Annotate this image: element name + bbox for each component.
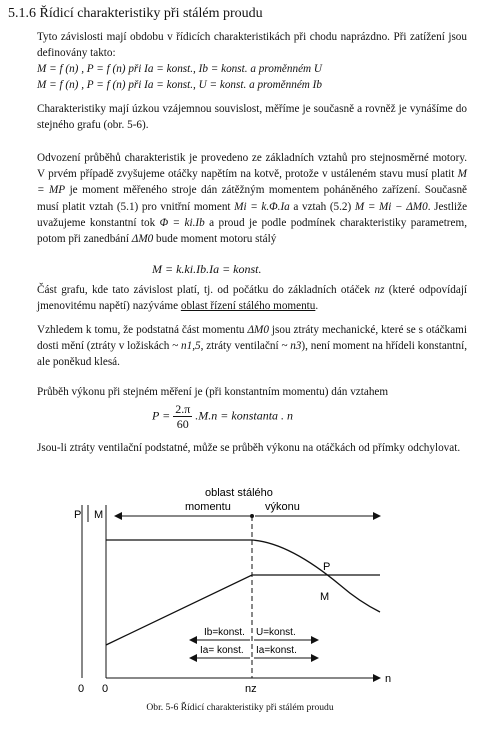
u-konst-label: U=konst. bbox=[256, 627, 296, 638]
paragraph-5-part-d: ), není moment na hřídeli konstantní, ale poněkud klesá. bbox=[37, 340, 468, 369]
origin-zero-right: 0 bbox=[102, 683, 109, 695]
paragraph-5-part-b: jsou ztráty mechanické, které se s otáčkami dosti mění (ztráty v ložiskách bbox=[37, 324, 467, 353]
paragraph-3-part-d: . Jestliže uvažujeme konstantní tok bbox=[37, 200, 468, 229]
paragraph-2: Charakteristiky mají úzkou vzájemnou souvislost, měříme je současně a rovněž je vynášíme do stejného grafu (obr. 5-6). bbox=[37, 103, 467, 132]
paragraph-4-end: . bbox=[315, 300, 319, 313]
equation-constant-moment: M = k.ki.Ib.Ia = konst. bbox=[152, 262, 262, 276]
paragraph-3-part-e: a proud je podle podmínek charakteristiky parametrem, potom při zanedbání bbox=[37, 216, 468, 246]
paragraph-4-part-b: (které odpovídají jmenovitému napětí) nazýváme bbox=[37, 284, 468, 313]
paragraph-6: Průběh výkonu při stejném měření je (při konstantním momentu) dán vztahem bbox=[37, 386, 389, 398]
symbol-delta-m0-2: ΔM0 bbox=[247, 324, 269, 336]
paragraph-5 bbox=[37, 322, 467, 371]
region-right-label: výkonu bbox=[265, 501, 300, 513]
paragraph-1 bbox=[37, 29, 467, 61]
paragraph-3-part-c: a vztah (5.2) bbox=[293, 200, 352, 213]
origin-zero-left: 0 bbox=[78, 683, 85, 695]
moment-curve bbox=[106, 540, 380, 612]
axis-n-label: n bbox=[385, 673, 392, 685]
equation-m-delta: M = Mi − ΔM0 bbox=[354, 200, 428, 213]
region-left-label: momentu bbox=[185, 501, 231, 513]
equation-power bbox=[152, 402, 293, 431]
ib-konst-label: Ib=konst. bbox=[204, 627, 245, 638]
paragraph-3-part-f: bude moment motoru stálý bbox=[156, 233, 277, 246]
equation-power-rhs: .M.n = konstanta . n bbox=[195, 408, 294, 423]
paragraph-4-part-a: Část grafu, kde tato závislost platí, tj. od počátku do základních otáček bbox=[37, 284, 371, 296]
symbol-vent-loss: ~ n3 bbox=[281, 340, 302, 353]
paragraph-3-part-a: Odvození průběhů charakteristik je provedeno ze základních vztahů pro stejnosměrné motory. V prvém případě zvyšujeme otáčky napětím na kotvě, protože v ustáleném stavu musí platit bbox=[37, 152, 467, 181]
paragraph-3 bbox=[37, 150, 467, 247]
section-heading: 5.1.6 Řídicí charakteristiky při stálém proudu bbox=[8, 6, 263, 21]
figure-caption: Obr. 5-6 Řídicí charakteristiky při stálém proudu bbox=[146, 702, 334, 713]
axis-p-label: P bbox=[74, 509, 82, 521]
symbol-nz: nz bbox=[374, 284, 385, 296]
paragraph-4 bbox=[37, 282, 467, 314]
ia-konst-left-label: Ia= konst. bbox=[200, 645, 244, 656]
equation-line-2: M = f (n) , P = f (n) při Ia = konst., U = konst. a proměnném Ib bbox=[37, 79, 322, 91]
region-title: oblast stálého bbox=[205, 487, 273, 499]
equation-mi: Mi = k.Φ.Ia bbox=[234, 200, 290, 213]
paragraph-5-part-a: Vzhledem k tomu, že podstatná část momentu bbox=[37, 324, 245, 336]
symbol-delta-m0: ΔM0 bbox=[131, 233, 154, 246]
paragraph-7: Jsou-li ztráty ventilační podstatné, může se průběh výkonu na otáčkách od přímky odchylovat. bbox=[37, 442, 461, 454]
symbol-bearing-loss: ~ n1,5 bbox=[172, 340, 201, 353]
moment-curve-label: M bbox=[320, 591, 330, 603]
paragraph-5-part-c: , ztráty ventilační bbox=[200, 340, 279, 353]
equation-m-mp: M = MP bbox=[37, 168, 467, 197]
characteristic-diagram bbox=[60, 480, 410, 695]
fraction-denominator: 60 bbox=[176, 417, 189, 431]
equation-power-fraction bbox=[173, 402, 192, 431]
power-curve-label: P bbox=[323, 561, 331, 573]
ia-konst-right-label: Ia=konst. bbox=[256, 645, 297, 656]
equation-phi: Φ = ki.Ib bbox=[159, 216, 205, 229]
fraction-numerator: 2.π bbox=[175, 402, 191, 416]
nz-label: nz bbox=[245, 683, 257, 695]
axis-m-label: M bbox=[94, 509, 104, 521]
paragraph-3-part-b: je moment měřeného stroje dán zátěžným momentem poháněného zařízení. Současně musí platit vztah (5.1) pro vnitřní moment bbox=[37, 184, 468, 213]
equation-power-lhs: P = bbox=[152, 408, 171, 423]
paragraph-1-text: Tyto závislosti mají obdobu v řídicích charakteristikách při chodu naprázdno. Při zatížení jsou definovány takto: bbox=[37, 31, 467, 60]
term-constant-moment-region: oblast řízení stálého momentu bbox=[180, 300, 316, 313]
equation-line-1: M = f (n) , P = f (n) při Ia = konst., Ib = konst. a proměnném U bbox=[37, 63, 322, 75]
